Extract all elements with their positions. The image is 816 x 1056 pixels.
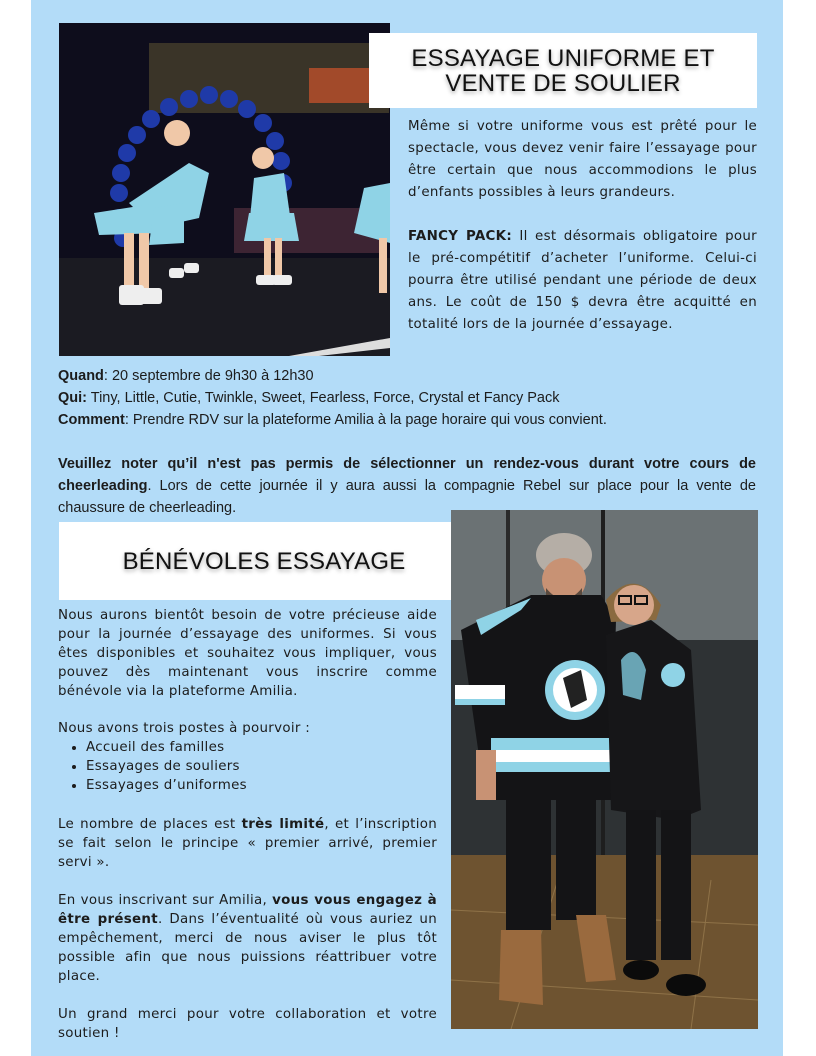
title-line-1: ESSAYAGE UNIFORME ET xyxy=(411,44,715,72)
note-rest: . Lors de cette journée il y aura aussi la compagnie Rebel sur place pour la vente de chaussure de cheerleading. xyxy=(58,478,756,516)
positions-list xyxy=(58,738,437,795)
event-details xyxy=(58,365,758,431)
positions-block xyxy=(58,719,437,795)
detail-how xyxy=(58,409,758,431)
cheerleaders-photo xyxy=(59,23,390,356)
detail-who xyxy=(58,387,758,409)
detail-when xyxy=(58,365,758,387)
volunteers-title: BÉNÉVOLES ESSAYAGE xyxy=(122,547,406,575)
note-bold: Veuillez noter qu’il n'est pas permis de sélectionner un rendez-vous durant votre cours de cheerleading xyxy=(58,456,756,494)
limited-bold: très limité xyxy=(241,817,325,832)
commitment-paragraph xyxy=(58,891,437,986)
when-value: : 20 septembre de 9h30 à 12h30 xyxy=(103,368,314,384)
limited-post: , et l’inscription se fait selon le principe « premier arrivé, premier servi ». xyxy=(58,817,437,870)
positions-intro: Nous avons trois postes à pourvoir : xyxy=(58,721,311,736)
when-label: Quand xyxy=(58,368,104,384)
position-item: • Essayages de souliers xyxy=(86,757,437,776)
how-value: : Prendre RDV sur la plateforme Amilia à la page horaire qui vous convient. xyxy=(124,412,607,428)
commit-bold: vous vous engagez à être présent xyxy=(58,893,437,927)
thanks-paragraph: Un grand merci pour votre collaboration et votre soutien ! xyxy=(58,1007,437,1041)
fancy-pack-label: FANCY PACK: xyxy=(408,229,512,244)
volunteers-intro-paragraph: Nous aurons bientôt besoin de votre précieuse aide pour la journée d’essayage des uniformes. Si vous êtes disponibles et souhaitez vous impliquer, vous pouvez dès maintenant vous inscrire comme bénévole via la plateforme Amilia. xyxy=(58,608,437,699)
fancy-pack-text: Il est désormais obligatoire pour le pré-compétitif d’acheter l’uniforme. Celui-ci pourra être utilisé pendant une période de deux ans. Le coût de 150 $ devra être acquitté en totalité lors de la journée d’essayage. xyxy=(408,229,757,332)
who-value: Tiny, Little, Cutie, Twinkle, Sweet, Fearless, Force, Crystal et Fancy Pack xyxy=(87,390,560,406)
section-title-uniform xyxy=(369,33,757,108)
section-title-volunteers xyxy=(59,522,469,600)
title-line-2: VENTE DE SOULIER xyxy=(445,69,681,97)
commit-post: . Dans l’éventualité où vous auriez un empêchement, merci de nous aviser le plus tôt possible afin que nous puissions réattribuer votre place. xyxy=(58,912,437,984)
limited-pre: Le nombre de places est xyxy=(58,817,242,832)
position-item: • Accueil des familles xyxy=(86,738,437,757)
volunteers-photo xyxy=(451,510,758,1029)
how-label: Comment xyxy=(58,412,125,428)
limited-places-paragraph xyxy=(58,815,437,872)
uniform-intro-paragraph: Même si votre uniforme vous est prêté pour le spectacle, vous devez venir faire l’essayage pour être certain que nous accommodions le plus d’enfants possibles à leurs grandeurs. xyxy=(408,119,757,200)
fancy-pack-paragraph xyxy=(408,226,757,336)
commit-pre: En vous inscrivant sur Amilia, xyxy=(58,893,273,908)
position-item: • Essayages d’uniformes xyxy=(86,776,437,795)
who-label: Qui: xyxy=(58,390,87,406)
